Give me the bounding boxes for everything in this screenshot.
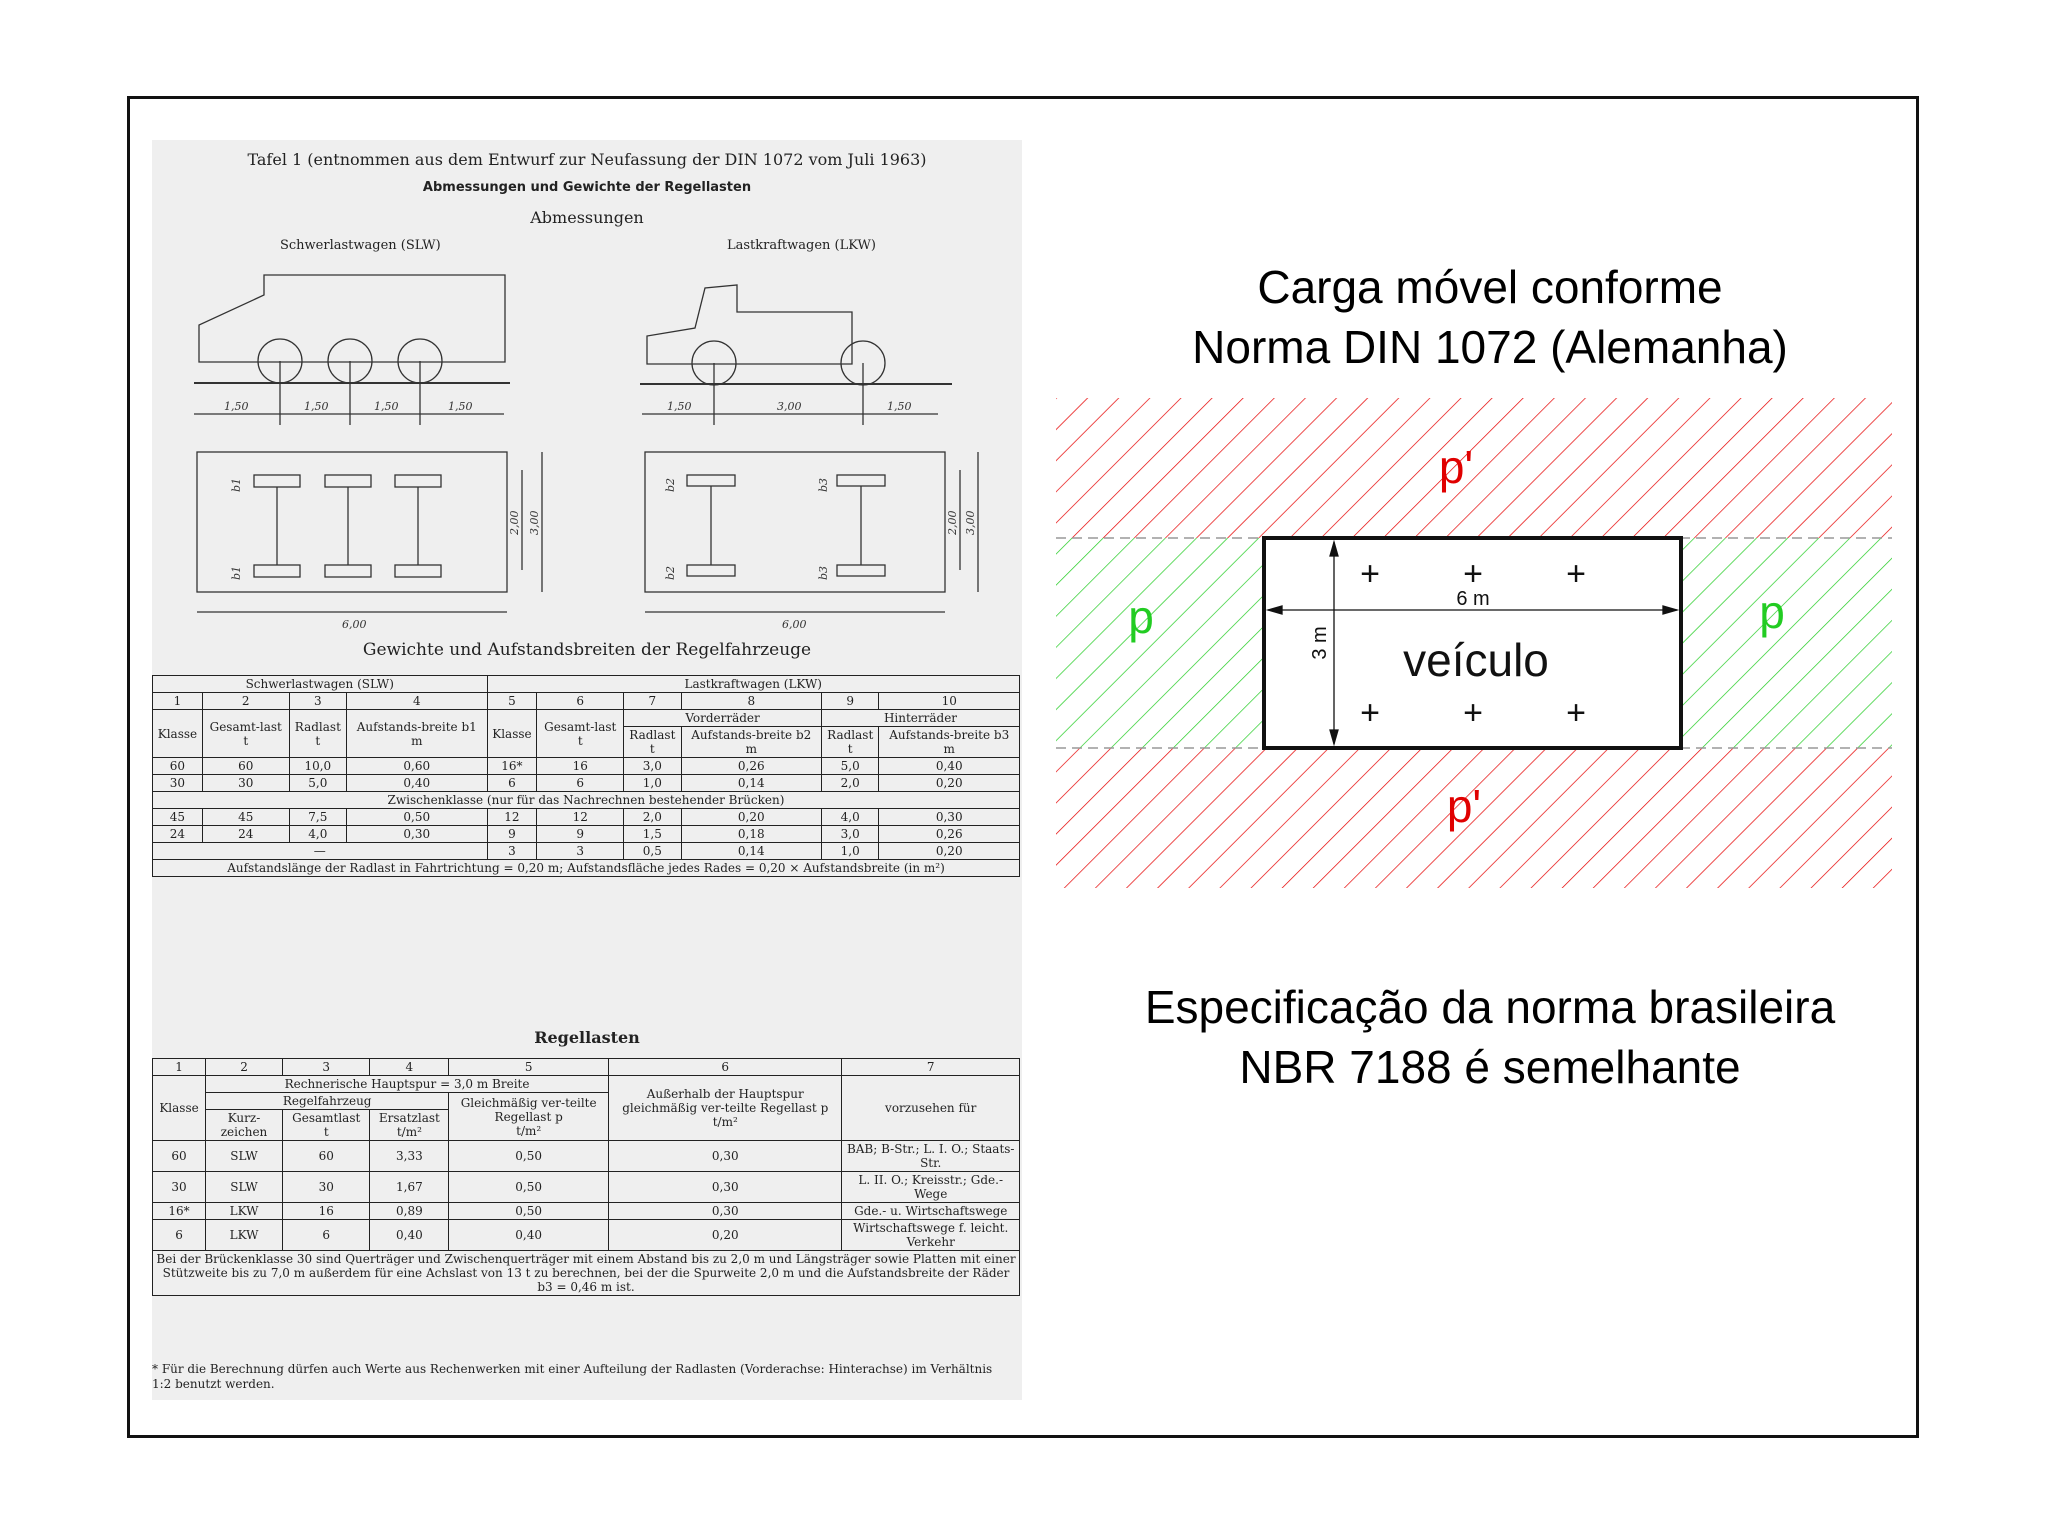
header-regelfahrzeug: Regelfahrzeug: [206, 1093, 449, 1110]
header-gesamtlast-slw: Gesamt-last t: [202, 710, 289, 758]
p-zone-right: [1681, 538, 1892, 748]
header-ersatzlast: Ersatzlast t/m²: [370, 1110, 449, 1141]
vehicle-drawings: [152, 140, 1022, 640]
lkw-plan-width-2: 3,00: [964, 510, 977, 535]
table2-note: Bei der Brückenklasse 30 sind Querträger und Zwischenquerträger mit einem Abstand bis zu 2,0 m und Längsträger sowie Platten mit einer Stützweite bis zu 7,0 m außerdem für eine Achslast von 13 t zu berechnen, bei der die Spurweite 2,0 m und die Aufstandsbreite der Räder b3 = 0,46 m ist.: [153, 1251, 1020, 1296]
p-prime-label-bottom: p': [1446, 780, 1482, 832]
b3-label-top: b3: [817, 477, 830, 492]
slw-dim-4: 1,50: [448, 400, 473, 413]
header-radlast-rear: Radlast t: [822, 727, 879, 758]
table-row: 24 24 4,0 0,30 9 9 1,5 0,18 3,0 0,26: [153, 826, 1020, 843]
b3-label-bottom: b3: [817, 565, 830, 580]
p-prime-zone-top: [1056, 398, 1892, 538]
column-numbers-row: 1 2 3 4 5 6 7: [153, 1059, 1020, 1076]
header-radlast-slw: Radlast t: [289, 710, 346, 758]
lkw-dim-2: 3,00: [777, 400, 802, 413]
regellasten-table: [152, 1058, 1020, 1296]
b1-label-bottom: b1: [230, 565, 243, 580]
slw-plan-width-2: 3,00: [528, 510, 541, 535]
table-row: 60 60 10,0 0,60 16* 16 3,0 0,26 5,0 0,40: [153, 758, 1020, 775]
abmessungen-heading: Abmessungen: [530, 208, 644, 227]
slw-label: Schwerlastwagen (SLW): [280, 238, 441, 253]
column-numbers-row: 1 2 3 4 5 6 7 8 9 10: [153, 693, 1020, 710]
height-label: 3 m: [1309, 626, 1331, 660]
table-row: 60 SLW 60 3,33 0,50 0,30 BAB; B-Str.; L. I. O.; Staats-Str.: [153, 1141, 1020, 1172]
header-kurzzeichen: Kurz-zeichen: [206, 1110, 283, 1141]
table-row: 45 45 7,5 0,50 12 12 2,0 0,20 4,0 0,30: [153, 809, 1020, 826]
title-line-1: Carga móvel conforme: [1257, 261, 1723, 313]
wheel-marker: +: [1463, 694, 1483, 732]
table-row: 16* LKW 16 0,89 0,50 0,30 Gde.- u. Wirtschaftswege: [153, 1203, 1020, 1220]
footnote: * Für die Berechnung dürfen auch Werte aus Rechenwerken mit einer Aufteilung der Radlasten (Vorderachse: Hinterachse) im Verhältnis 1:2 benutzt werden.: [152, 1362, 993, 1391]
header-gleich-p: Gleichmäßig ver-teilte Regellast p t/m²: [449, 1093, 609, 1141]
table-row: — 3 3 0,5 0,14 1,0 0,20: [153, 843, 1020, 860]
slw-dim-1: 1,50: [224, 400, 249, 413]
lkw-dim-1: 1,50: [667, 400, 692, 413]
wheel-marker: +: [1463, 555, 1483, 593]
scanned-din-table: [152, 140, 1022, 1400]
table-row: 6 LKW 6 0,40 0,40 0,20 Wirtschaftswege f. leicht. Verkehr: [153, 1220, 1020, 1251]
width-label: 6 m: [1456, 588, 1490, 610]
table-row: 30 30 5,0 0,40 6 6 1,0 0,14 2,0 0,20: [153, 775, 1020, 792]
header-breite-b1: Aufstands-breite b1 m: [347, 710, 487, 758]
header-vorderraeder: Vorderräder: [624, 710, 822, 727]
slw-plan: [197, 452, 507, 592]
group-slw: Schwerlastwagen (SLW): [153, 676, 488, 693]
p-prime-label-top: p': [1438, 441, 1474, 493]
header-ausserhalb: Außerhalb der Hauptspur gleichmäßig ver-teilte Regellast p t/m²: [609, 1076, 842, 1141]
p-label-right: p: [1759, 586, 1785, 638]
spec-line-1: Especificação da norma brasileira: [1144, 981, 1836, 1033]
header-hinterraeder: Hinterräder: [822, 710, 1020, 727]
header-breite-b2: Aufstands-breite b2 m: [681, 727, 821, 758]
lkw-dim-3: 1,50: [887, 400, 912, 413]
p-label-left: p: [1128, 591, 1154, 643]
lkw-plan-length: 6,00: [782, 618, 807, 631]
header-klasse-slw: Klasse: [153, 710, 203, 758]
slw-plan-length: 6,00: [342, 618, 367, 631]
slw-body: [199, 275, 505, 362]
lkw-label: Lastkraftwagen (LKW): [727, 238, 876, 253]
header-klasse: Klasse: [153, 1076, 206, 1141]
group-lkw: Lastkraftwagen (LKW): [487, 676, 1020, 693]
header-breite-b3: Aufstands-breite b3 m: [879, 727, 1020, 758]
tafel-subtitle: Abmessungen und Gewichte der Regellasten: [422, 180, 752, 195]
header-gesamtlast: Gesamtlast t: [283, 1110, 370, 1141]
table1-note: Aufstandslänge der Radlast in Fahrtrichtung = 0,20 m; Aufstandsfläche jedes Rades = 0,20 × Aufstandsbreite (in m²): [153, 860, 1020, 877]
p-zone-left: [1056, 538, 1264, 748]
b1-label-top: b1: [230, 477, 243, 492]
title-line-2: Norma DIN 1072 (Alemanha): [1192, 321, 1788, 373]
zwischenklasse-row: Zwischenklasse (nur für das Nachrechnen bestehender Brücken): [153, 792, 1020, 809]
tafel-title: Tafel 1 (entnommen aus dem Entwurf zur Neufassung der DIN 1072 vom Juli 1963): [247, 150, 927, 169]
wheel-marker: +: [1566, 555, 1586, 593]
b2-label-top: b2: [664, 477, 677, 492]
wheel-marker: +: [1360, 694, 1380, 732]
b2-label-bottom: b2: [664, 565, 677, 580]
load-diagram: [1056, 398, 1892, 888]
lkw-plan: [645, 452, 945, 592]
spec-line-2: NBR 7188 é semelhante: [1239, 1041, 1741, 1093]
gewichte-heading: Gewichte und Aufstandsbreiten der Regelfahrzeuge: [362, 640, 812, 660]
regellasten-heading: Regellasten: [534, 1028, 640, 1047]
header-hauptspur: Rechnerische Hauptspur = 3,0 m Breite: [206, 1076, 609, 1093]
wheel-marker: +: [1360, 555, 1380, 593]
weights-table: [152, 675, 1020, 877]
slw-dim-3: 1,50: [374, 400, 399, 413]
header-radlast-front: Radlast t: [624, 727, 681, 758]
lkw-body: [647, 285, 852, 364]
header-klasse-lkw: Klasse: [487, 710, 537, 758]
vehicle-label: veículo: [1403, 634, 1549, 686]
slw-dim-2: 1,50: [304, 400, 329, 413]
table-row: 30 SLW 30 1,67 0,50 0,30 L. II. O.; Kreisstr.; Gde.-Wege: [153, 1172, 1020, 1203]
header-vorzusehen: vorzusehen für: [842, 1076, 1020, 1141]
wheel-marker: +: [1566, 694, 1586, 732]
lkw-plan-width-1: 2,00: [946, 510, 959, 535]
header-gesamtlast-lkw: Gesamt-last t: [537, 710, 624, 758]
slw-plan-width-1: 2,00: [508, 510, 521, 535]
